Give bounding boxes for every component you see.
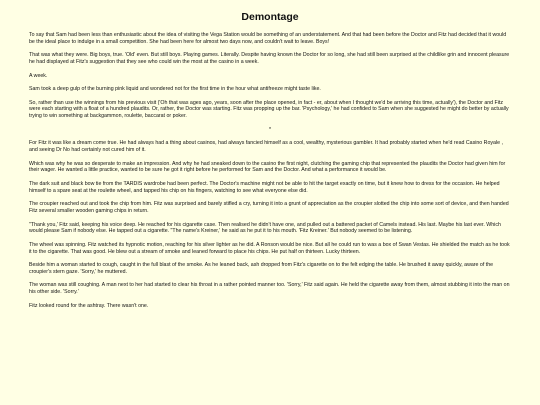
paragraph: To say that Sam had been less than enthusiastic about the idea of visiting the Vega Station would be something of an understatement. And that had been before the Doctor and Fitz had decided that it would be the ideal place to indulge in a small competition. She had been here for almost two days now, and couldn't wait to leave. Boys!: [29, 32, 507, 45]
paragraph: For Fitz it was like a dream come true. He had always had a thing about casinos, had always fancied himself as a cool, wealthy, mysterious gambler. It had probably started when he'd read Casino Royale , and seeing Dr No had certainly not cured him of it.: [29, 140, 503, 154]
paragraph: That was what they were. Big boys, true. 'Old' even. But still boys. Playing games. Literally. Despite having known the Doctor for so long, she had still been surprised at the childlike grin and innocent pleasure he had displayed at Fitz's suggestion that they see who could win the most at the casino in a week.: [29, 52, 510, 65]
paragraph: A week.: [29, 72, 48, 79]
document-body: [29, 32, 511, 309]
paragraph: Fitz looked round for the ashtray. There wasn't one.: [29, 302, 149, 309]
paragraph: Which was why he was so desperate to make an impression. And why he had sneaked down to the casino the first night, clutching the gaming chip that represented the plaudits the Doctor had given him for their wager. He wanted a little practice, wanted to be sure he got it right before he performed for Sam and the Doctor. And what a performance it would be.: [29, 160, 506, 174]
paragraph: The woman was still coughing. A man next to her had started to clear his throat in a rather pointed manner too. 'Sorry,' Fitz said again. He held the cigarette away from them, almost stubbing it into the man on his other side. 'Sorry.': [29, 282, 510, 296]
paragraph: So, rather than use the winnings from his previous visit ('Oh that was ages ago, years, soon after the place opened, in fact - er, about when I thought we'd be arriving this time, actually'), the Doctor and Fitz were each starting with a float of a hundred plaudits. Or, rather, the Doctor was starting. Fitz was propping up the bar. 'Psychology,' he had confided to Sam when she suggested he might do better by actually trying to win something at backgammon, roulette, baccarat or poker.: [29, 99, 509, 120]
paragraph: The dark suit and black bow tie from the TARDIS wardrobe had been perfect. The Doctor's machine might not be able to hit the target exactly on time, but it knew how to dress for the occasion. He helped himself to a spare seat at the roulette wheel, and tapped his chip on his fingers, watching to see what everyone else did.: [29, 180, 500, 194]
paragraph: Sam took a deep gulp of the burning pink liquid and wondered not for the first time in the hour what antifreeze might taste like.: [29, 86, 321, 93]
section-separator: *: [268, 126, 272, 133]
page-title: Demontage: [241, 11, 299, 23]
paragraph: The croupier reached out and took the chip from him. Fitz was surprised and barely stifled a cry, turning it into a grunt of appreciation as the croupier slotted the chip into some sort of device, and then handed Fitz several smaller wooden gaming chips in return.: [29, 201, 509, 214]
paragraph: The wheel was spinning. Fitz watched its hypnotic motion, reaching for his silver lighter as he did. A Ronson would be nice. But all he could run to was a box of Swan Vestas. He shielded the match as he took it to the cigarette. That was good. He blew out a stream of smoke and leaned forward to place his chips. He put half on thirteen. Lucky thirteen.: [29, 241, 510, 255]
paragraph: Beside him a woman started to cough, caught in the full blast of the smoke. As he leaned back, ash dropped from Fitz's cigarette on to the felt edging the table. He brushed it away quickly, aware of the croupier's stern gaze. 'Sorry,' he muttered.: [29, 262, 494, 275]
paragraph: "Thank you,' Fitz said, keeping his voice deep. He reached for his cigarette case. Then realised he didn't have one, and pulled out a battered packet of Camels instead. His last. Maybe his last ever. Which would please Sam if nobody else. He tapped out a cigarette. "The name's Kreiner,' he said as he put it to his mouth. 'Fitz Kreiner.' But nobody seemed to be listening.: [29, 221, 501, 235]
